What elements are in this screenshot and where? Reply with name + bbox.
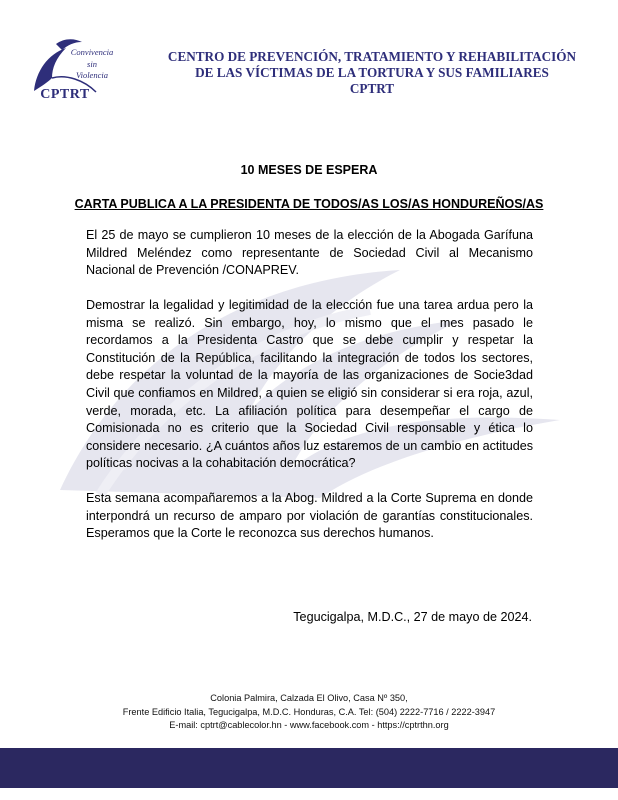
place-date: Tegucigalpa, M.D.C., 27 de mayo de 2024. [293,610,532,624]
logo-text-line: sin [87,59,97,69]
footer-contact-line: E-mail: cptrt@cablecolor.hn - www.facebook.com - https://cptrthn.org [169,720,449,730]
body-paragraph: Demostrar la legalidad y legitimidad de la elección fue una tarea ardua pero la misma se realizó. Sin embargo, hoy, lo mismo que el mes pasado le recordamos a la Presidenta Castro que se debe cumplir y respetar la Constitución de la República, facilitando la integración de todos los sectores, debe respetar la voluntad de la mayoría de las organizaciones de Socie3dad Civil que confiamos en Mildred, a quien se eligió sin considerar si era roja, azul, verde, morada, etc. La afiliación política para desempeñar el cargo de Comisionada no es criterio que la Sociedad Civil responsable y ética lo considere necesario. ¿A cuántos años luz estaremos de un cambio en actitudes políticas nocivas a la cohabitación democrática? [86,298,533,471]
document-title: 10 MESES DE ESPERA [240,163,378,177]
org-line: CPTRT [349,81,395,96]
organization-name [152,49,592,97]
body-paragraph: Esta semana acompañaremos a la Abog. Mildred a la Corte Suprema en donde interpondrá un recurso de amparo por violación de garantías constitucionales. Esperamos que la Corte le reconozca sus derechos humanos. [86,491,533,541]
footer-address-line: Colonia Palmira, Calzada El Olivo, Casa Nº 350, [210,693,408,703]
document-subtitle: CARTA PUBLICA A LA PRESIDENTA DE TODOS/AS LOS/AS HONDUREÑOS/AS [74,197,544,211]
footer-band [0,748,618,788]
logo-text-line: Violencia [76,70,108,80]
logo-text-line: Convivencia [70,47,114,57]
footer-address-line: Frente Edificio Italia, Tegucigalpa, M.D.C. Honduras, C.A. Tel: (504) 2222-7716 / 2222-3947 [122,707,496,717]
body-paragraph: El 25 de mayo se cumplieron 10 meses de la elección de la Abogada Garífuna Mildred Meléndez como representante de Sociedad Civil al Mecanismo Nacional de Prevención /CONAPREV. [86,228,533,278]
org-line: CENTRO DE PREVENCIÓN, TRATAMIENTO Y REHABILITACIÓN [167,49,577,64]
org-line: DE LAS VÍCTIMAS DE LA TORTURA Y SUS FAMILIARES [195,65,549,80]
logo-acronym: CPTRT [40,87,90,102]
